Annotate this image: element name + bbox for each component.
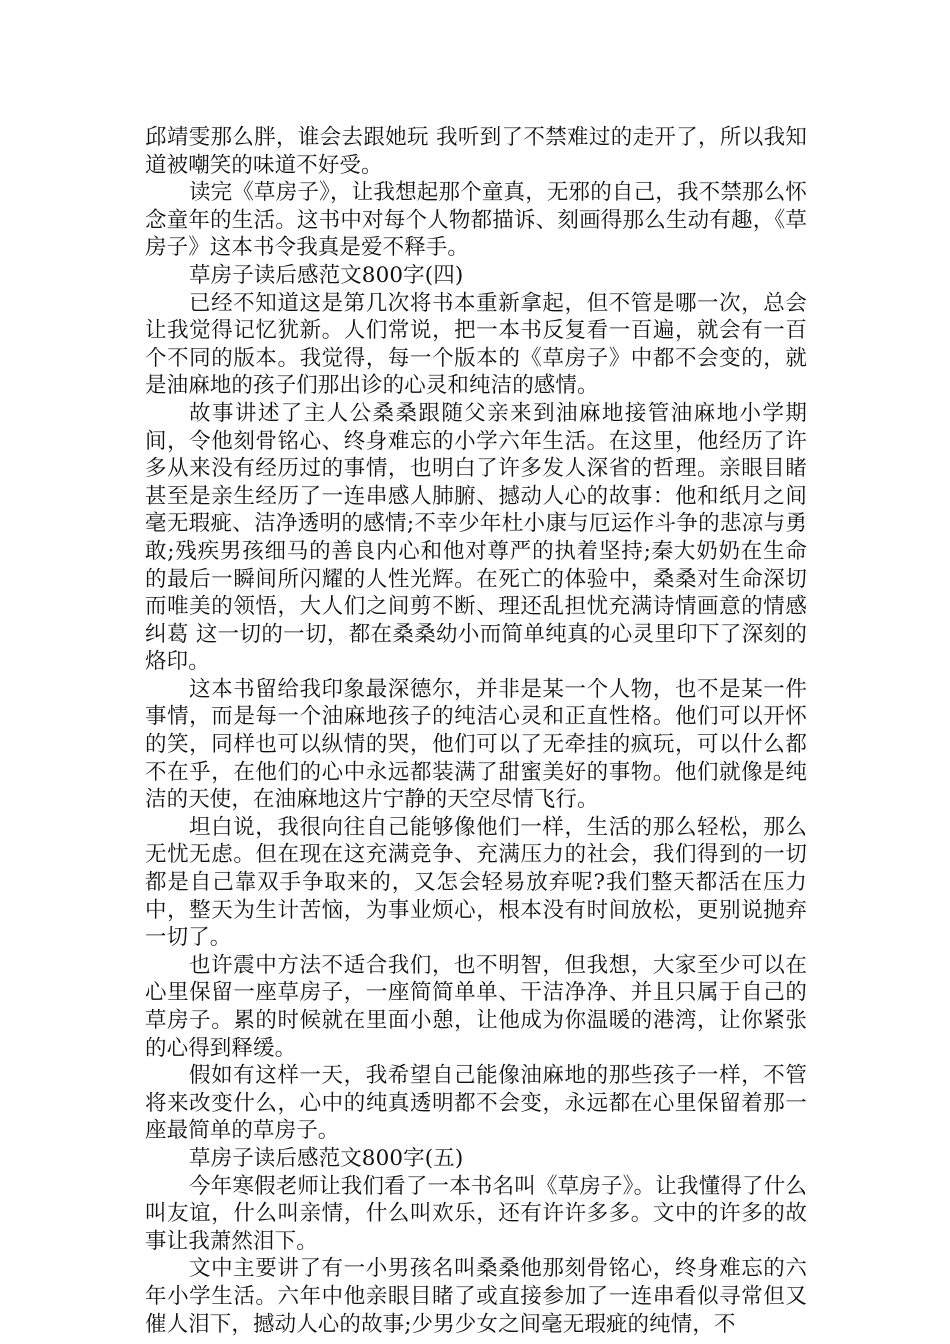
paragraph: 假如有这样一天，我希望自己能像油麻地的那些孩子一样，不管将来改变什么，心中的纯真透明都不会变，永远都在心里保留着那一座最简单的草房子。	[145, 1063, 807, 1144]
paragraph: 今年寒假老师让我们看了一本书名叫《草房子》。让我懂得了什么叫友谊，什么叫亲情，什么叫欢乐，还有许许多多。文中的许多的故事让我萧然泪下。	[145, 1173, 807, 1254]
paragraph: 也许震中方法不适合我们，也不明智，但我想，大家至少可以在心里保留一座草房子，一座简简单单、干洁净净、并且只属于自己的草房子。累的时候就在里面小憩，让他成为你温暖的港湾，让你紧张的心得到释缓。	[145, 952, 807, 1061]
paragraph: 读完《草房子》，让我想起那个童真，无邪的自己，我不禁那么怀念童年的生活。这书中对每个人物都描诉、刻画得那么生动有趣，《草房子》这本书令我真是爱不释手。	[145, 180, 807, 261]
paragraph-continuation: 邱靖雯那么胖，谁会去跟她玩 我听到了不禁难过的走开了，所以我知道被嘲笑的味道不好受。	[145, 125, 807, 178]
paragraph: 这本书留给我印象最深德尔，并非是某一个人物，也不是某一件事情，而是每一个油麻地孩子的纯洁心灵和正直性格。他们可以开怀的笑，同样也可以纵情的哭，他们可以了无牵挂的疯玩，可以什么都不在乎，在他们的心中永远都装满了甜蜜美好的事物。他们就像是纯洁的天使，在油麻地这片宁静的天空尽情飞行。	[145, 676, 807, 813]
paragraph: 已经不知道这是第几次将书本重新拿起，但不管是哪一次，总会让我觉得记忆犹新。人们常说，把一本书反复看一百遍，就会有一百个不同的版本。我觉得，每一个版本的《草房子》中都不会变的，就是油麻地的孩子们那出诊的心灵和纯洁的感情。	[145, 290, 807, 399]
document-body	[145, 124, 807, 1338]
paragraph: 坦白说，我很向往自己能够像他们一样，生活的那么轻松，那么无忧无虑。但在现在这充满竞争、充满压力的社会，我们得到的一切都是自己靠双手争取来的，又怎会轻易放弃呢?我们整天都活在压力中，整天为生计苦恼，为事业烦心，根本没有时间放松，更别说抛弃一切了。	[145, 814, 807, 951]
paragraph: 故事讲述了主人公桑桑跟随父亲来到油麻地接管油麻地小学期间，令他刻骨铭心、终身难忘的小学六年生活。在这里，他经历了许多从来没有经历过的事情，也明白了许多发人深省的哲理。亲眼目睹甚至是亲生经历了一连串感人肺腑、撼动人心的故事：他和纸月之间毫无瑕疵、洁净透明的感情;不幸少年杜小康与厄运作斗争的悲凉与勇敢;残疾男孩细马的善良内心和他对尊严的执着坚持;秦大奶奶在生命的最后一瞬间所闪耀的人性光辉。在死亡的体验中，桑桑对生命深切而唯美的领悟，大人们之间剪不断、理还乱担忧充满诗情画意的情感纠葛 这一切的一切，都在桑桑幼小而简单纯真的心灵里印下了深刻的烙印。	[145, 400, 807, 675]
paragraph: 文中主要讲了有一小男孩名叫桑桑他那刻骨铭心，终身难忘的六年小学生活。六年中他亲眼目睹了或直接参加了一连串看似寻常但又催人泪下，撼动人心的故事;少男少女之间毫无瑕疵的纯情，不	[145, 1256, 807, 1337]
section-heading-4: 草房子读后感范文800字(四)	[189, 262, 464, 288]
section-heading-5: 草房子读后感范文800字(五)	[189, 1145, 464, 1171]
